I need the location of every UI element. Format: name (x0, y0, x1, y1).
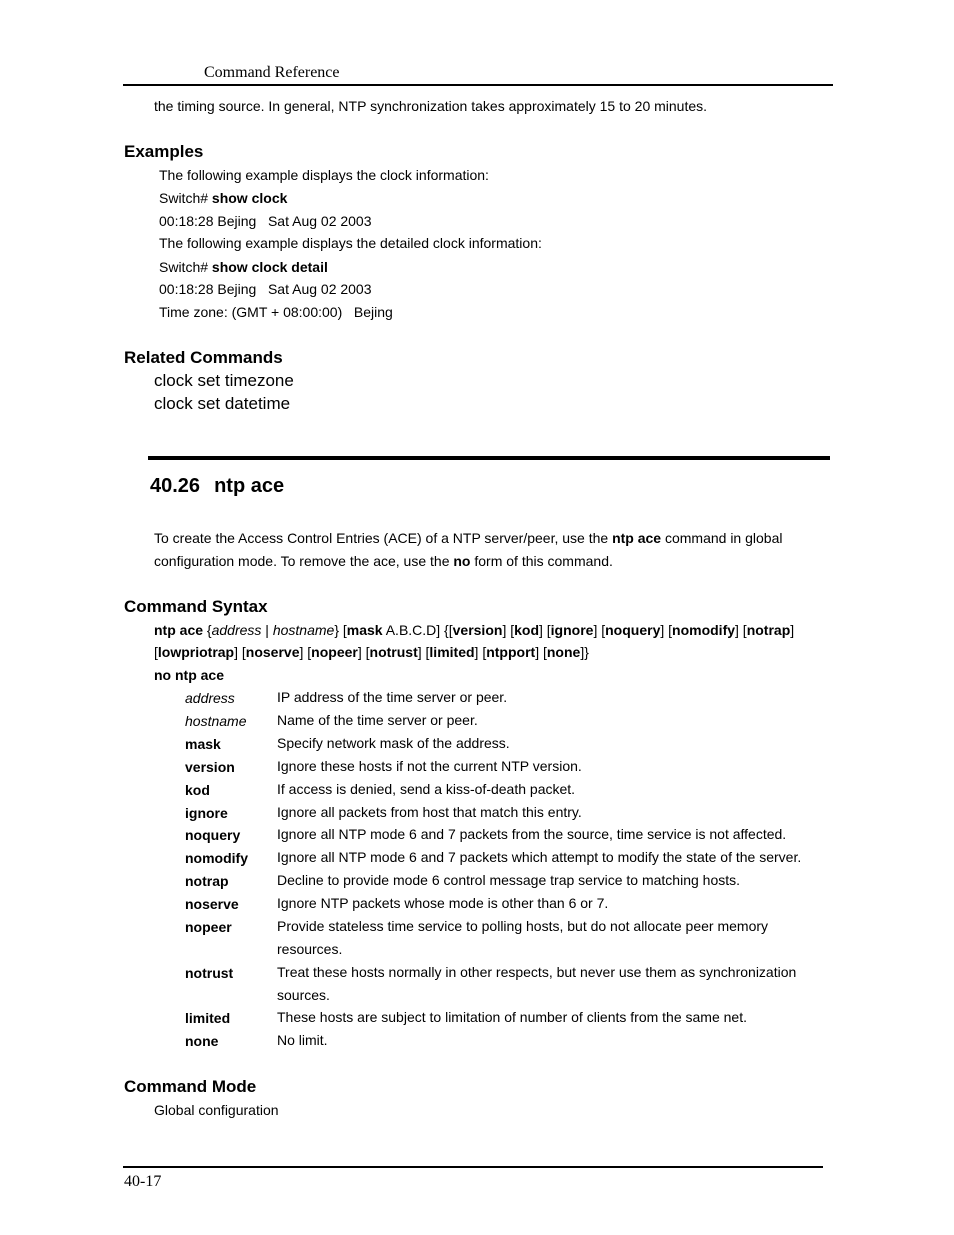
description-line-2 (154, 552, 613, 570)
keyword: no (453, 553, 471, 569)
example-output-1: 00:18:28 Bejing Sat Aug 02 2003 (159, 213, 372, 229)
footer-rule (123, 1166, 823, 1168)
param-name: noserve (185, 896, 239, 912)
param-name: nomodify (185, 850, 248, 866)
param-desc: Ignore these hosts if not the current NTP version. (277, 758, 582, 774)
syntax-line-1: ntp ace {address | hostname} [mask A.B.C.D] {[version] [kod] [ignore] [noquery] [nomodify] [notrap] (154, 622, 795, 638)
prompt: Switch# (159, 259, 212, 275)
param-name: limited (185, 1010, 231, 1026)
param-desc: Treat these hosts normally in other respects, but never use them as synchronization sources. (277, 964, 797, 1003)
page-number: 40-17 (124, 1173, 162, 1190)
param-desc: Ignore NTP packets whose mode is other than 6 or 7. (277, 895, 609, 911)
example-command-1 (159, 189, 287, 207)
param-desc: Ignore all NTP mode 6 and 7 packets from the source, time service is not affected. (277, 826, 787, 842)
syntax-heading: Command Syntax (124, 597, 268, 616)
command: show clock detail (211, 259, 328, 275)
param-desc: No limit. (277, 1032, 328, 1048)
command: show clock (211, 190, 288, 206)
related-heading: Related Commands (124, 348, 283, 367)
param-name: nopeer (185, 919, 232, 935)
examples-heading: Examples (124, 142, 204, 161)
header-rule (123, 84, 833, 86)
param-desc: Name of the time server or peer. (277, 712, 478, 728)
prompt: Switch# (159, 190, 212, 206)
syntax-line-2: [lowpriotrap] [noserve] [nopeer] [notrust] [limited] [ntpport] [none]} (154, 644, 589, 660)
syntax-no-form: no ntp ace (154, 667, 225, 683)
mode-text: Global configuration (154, 1102, 279, 1118)
param-name: noquery (185, 827, 241, 843)
param-name: address (185, 690, 235, 706)
text: configuration mode. To remove the ace, use the (154, 553, 454, 569)
example-output-3: Time zone: (GMT + 08:00:00) Bejing (159, 304, 393, 320)
param-name: hostname (185, 713, 247, 729)
text: To create the Access Control Entries (ACE) of a NTP server/peer, use the (154, 530, 613, 546)
description-line-1 (154, 529, 782, 547)
param-name: kod (185, 782, 210, 798)
example-output-2: 00:18:28 Bejing Sat Aug 02 2003 (159, 281, 372, 297)
param-name: version (185, 759, 235, 775)
param-desc: If access is denied, send a kiss-of-death packet. (277, 781, 576, 797)
param-desc: These hosts are subject to limitation of number of clients from the same net. (277, 1009, 747, 1025)
param-desc: Ignore all packets from host that match this entry. (277, 804, 582, 820)
running-header: Command Reference (204, 64, 340, 81)
section-number: 40.26 (150, 475, 201, 497)
related-command: clock set datetime (154, 394, 291, 413)
section-title (150, 474, 284, 498)
example-desc-1: The following example displays the clock information: (159, 167, 489, 183)
param-name: ignore (185, 805, 228, 821)
text: command in global (661, 530, 783, 546)
section-rule (148, 456, 830, 460)
mode-heading: Command Mode (124, 1077, 257, 1096)
text: form of this command. (470, 553, 613, 569)
section-name: ntp ace (214, 475, 285, 497)
keyword: ntp ace (612, 530, 662, 546)
param-desc: IP address of the time server or peer. (277, 689, 508, 705)
param-name: notrust (185, 965, 234, 981)
param-name: notrap (185, 873, 229, 889)
param-desc: Provide stateless time service to polling hosts, but do not allocate peer memory resources. (277, 918, 769, 957)
param-desc: Ignore all NTP mode 6 and 7 packets which attempt to modify the state of the server. (277, 849, 802, 865)
intro-continuation: the timing source. In general, NTP synchronization takes approximately 15 to 20 minutes. (154, 98, 708, 114)
param-desc: Decline to provide mode 6 control message trap service to matching hosts. (277, 872, 741, 888)
example-command-2 (159, 258, 328, 276)
param-name: none (185, 1033, 219, 1049)
example-desc-2: The following example displays the detailed clock information: (159, 235, 542, 251)
param-name: mask (185, 736, 221, 752)
param-desc: Specify network mask of the address. (277, 735, 510, 751)
related-command: clock set timezone (154, 371, 294, 390)
